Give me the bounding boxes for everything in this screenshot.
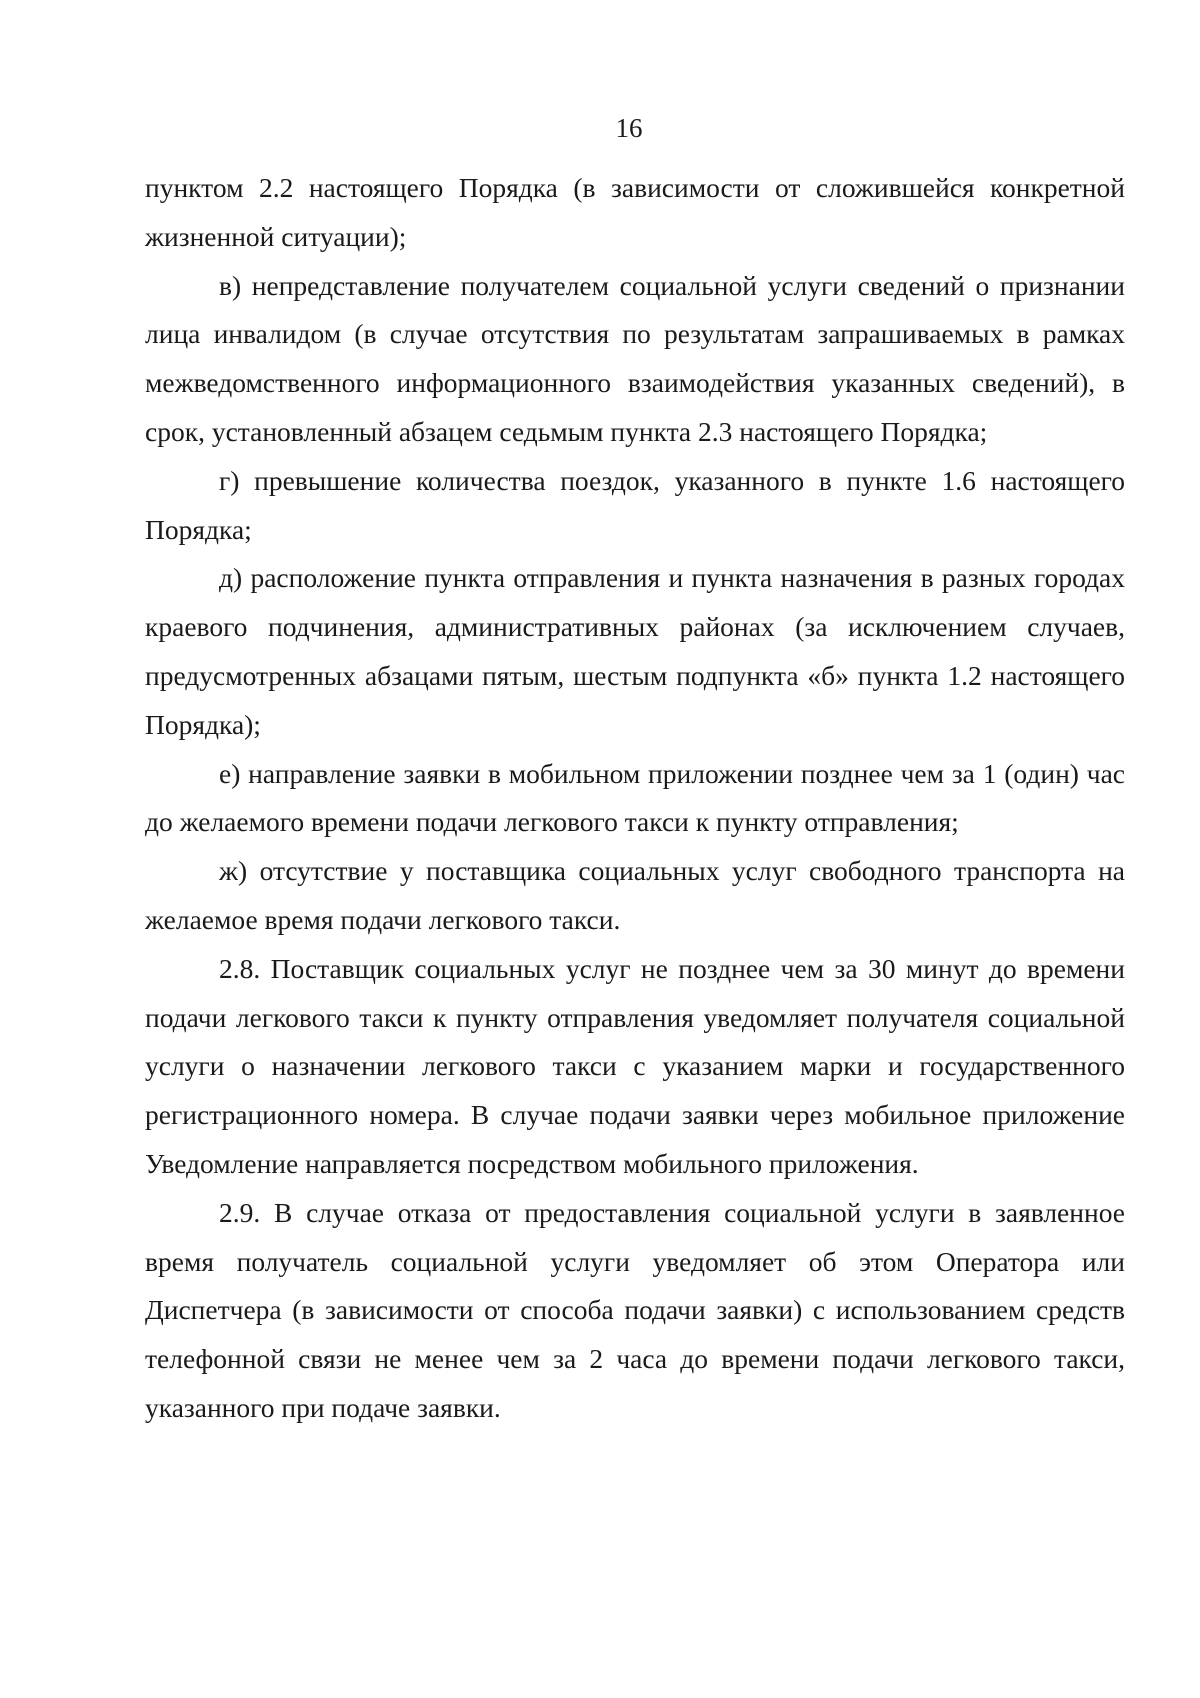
paragraph-item-zh: ж) отсутствие у поставщика социальных услуг свободного транспорта на желаемое время подачи легкового такси. bbox=[145, 855, 1125, 935]
paragraph-item-v: в) непредставление получателем социальной услуги сведений о признании лица инвалидом (в случае отсутствия по результатам запрашиваемых в рамках межведомственного информационного взаимодействия указанных сведений), в срок, установленный абзацем седьмым пункта 2.3 настоящего Порядка; bbox=[145, 269, 1125, 447]
page-number: 16 bbox=[615, 113, 643, 143]
paragraph-section-2-8: 2.8. Поставщик социальных услуг не позднее чем за 30 минут до времени подачи легкового такси к пункту отправления уведомляет получателя социальной услуги о назначении легкового такси с указанием марки и государственного регистрационного номера. В случае подачи заявки через мобильное приложение Уведомление направляется посредством мобильного приложения. bbox=[145, 952, 1125, 1179]
paragraph-item-e: е) направление заявки в мобильном приложении позднее чем за 1 (один) час до желаемого времени подачи легкового такси к пункту отправления; bbox=[145, 757, 1125, 838]
paragraph-item-g: г) превышение количества поездок, указанного в пункте 1.6 настоящего Порядка; bbox=[145, 464, 1125, 545]
document-body bbox=[145, 164, 1125, 1433]
paragraph: пунктом 2.2 настоящего Порядка (в зависимости от сложившейся конкретной жизненной ситуации); bbox=[145, 172, 1125, 252]
paragraph-item-d: д) расположение пункта отправления и пункта назначения в разных городах краевого подчинения, административных районах (за исключением случаев, предусмотренных абзацами пятым, шестым подпункта «б» пункта 1.2 настоящего Порядка); bbox=[145, 562, 1125, 740]
paragraph-section-2-9: 2.9. В случае отказа от предоставления социальной услуги в заявленное время получатель социальной услуги уведомляет об этом Оператора или Диспетчера (в зависимости от способа подачи заявки) с использованием средств телефонной связи не менее чем за 2 часа до времени подачи легкового такси, указанного при подаче заявки. bbox=[145, 1196, 1125, 1423]
